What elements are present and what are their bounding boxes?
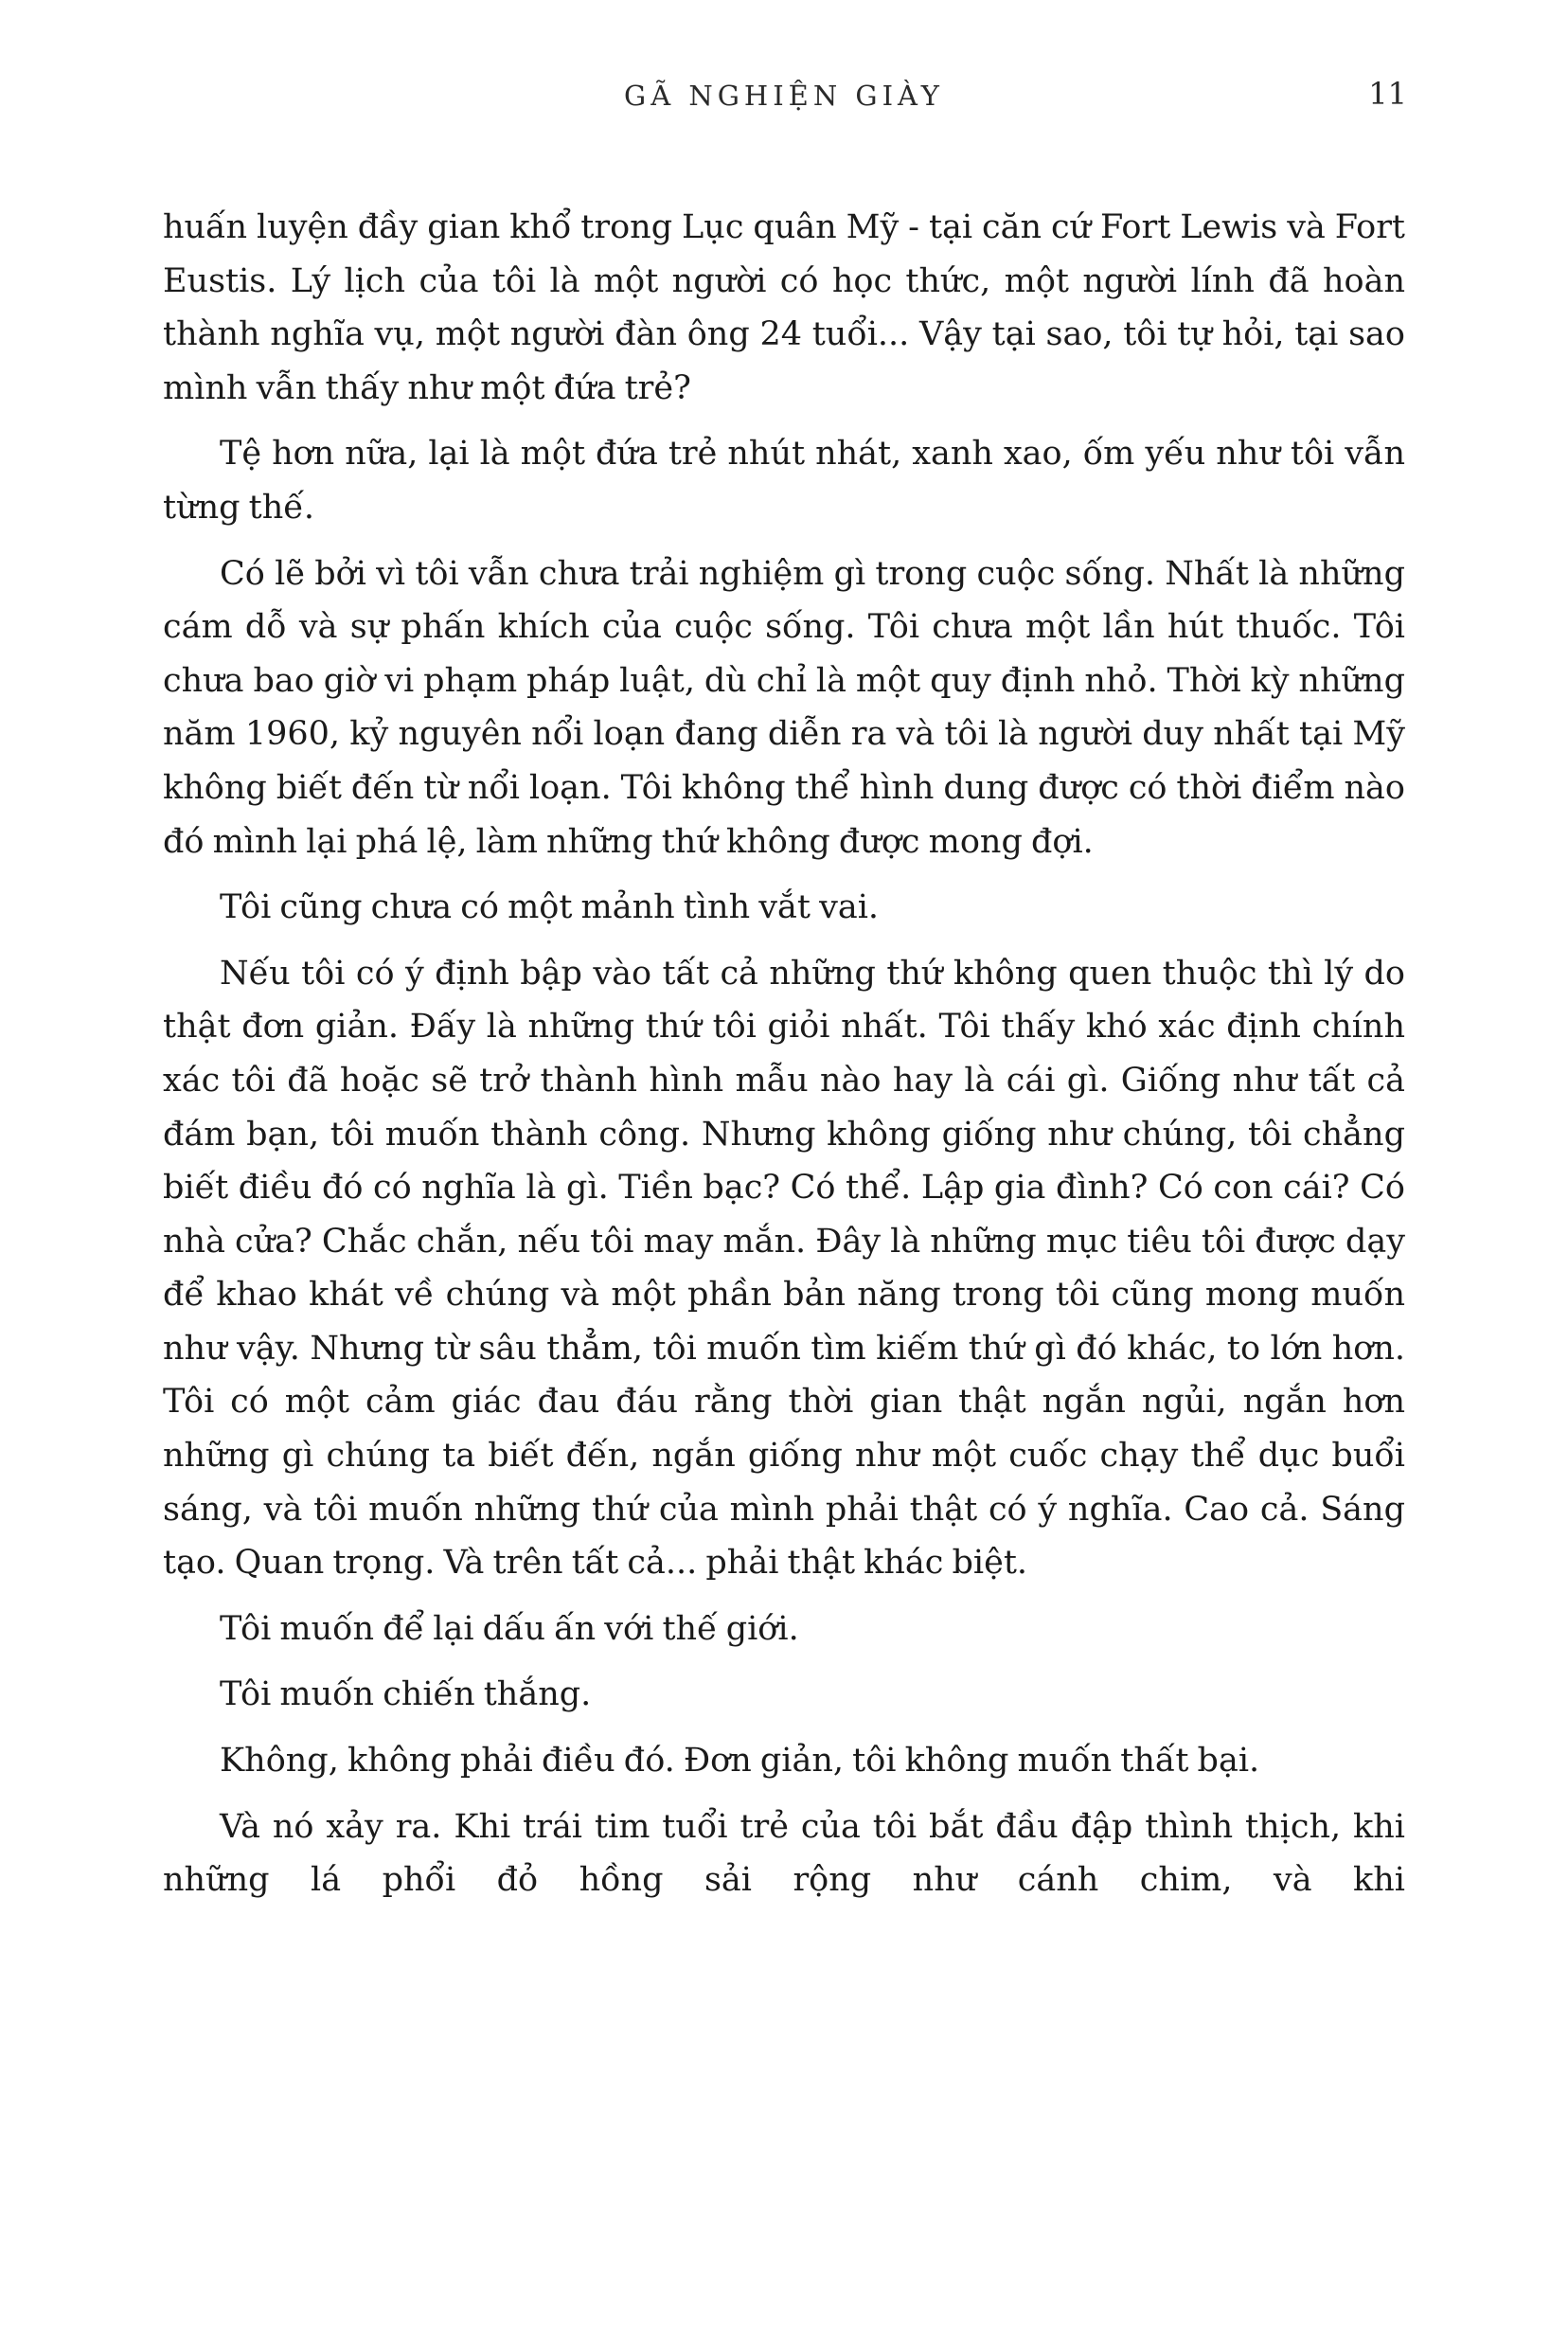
paragraph: Tệ hơn nữa, lại là một đứa trẻ nhút nhát, xanh xao, ốm yếu như tôi vẫn từng thế. — [163, 435, 1405, 527]
page-number: 11 — [1368, 76, 1407, 112]
running-header — [161, 74, 1407, 121]
paragraph: Không, không phải điều đó. Đơn giản, tôi không muốn thất bại. — [220, 1742, 1260, 1781]
book-title: GÃ NGHIỆN GIÀY — [624, 80, 944, 112]
paragraph: huấn luyện đầy gian khổ trong Lục quân Mỹ - tại căn cứ Fort Lewis và Fort Eustis. Lý lịch của tôi là một người có học thức, một người lính đã hoàn thành nghĩa vụ, một người đàn ông 24 tuổi... Vậy tại sao, tôi tự hỏi, tại sao mình vẫn thấy như một đứa trẻ? — [163, 208, 1405, 407]
paragraph: Nếu tôi có ý định bập vào tất cả những thứ không quen thuộc thì lý do thật đơn giản. Đấy là những thứ tôi giỏi nhất. Tôi thấy khó xác định chính xác tôi đã hoặc sẽ trở thành hình mẫu nào hay là cái gì. Giống như tất cả đám bạn, tôi muốn thành công. Nhưng không giống như chúng, tôi chẳng biết điều đó có nghĩa là gì. Tiền bạc? Có thể. Lập gia đình? Có con cái? Có nhà cửa? Chắc chắn, nếu tôi may mắn. Đây là những mục tiêu tôi được dạy để khao khát về chúng và một phần bản năng trong tôi cũng mong muốn như vậy. Nhưng từ sâu thẳm, tôi muốn tìm kiếm thứ gì đó khác, to lớn hơn. Tôi có một cảm giác đau đáu rằng thời gian thật ngắn ngủi, ngắn hơn những gì chúng ta biết đến, ngắn giống như một cuốc chạy thể dục buổi sáng, và tôi muốn những thứ của mình phải thật có ý nghĩa. Cao cả. Sáng tạo. Quan trọng. Và trên tất cả... phải thật khác biệt. — [163, 954, 1405, 1583]
paragraph: Tôi cũng chưa có một mảnh tình vắt vai. — [220, 888, 880, 927]
paragraph: Có lẽ bởi vì tôi vẫn chưa trải nghiệm gì trong cuộc sống. Nhất là những cám dỗ và sự phấn khích của cuộc sống. Tôi chưa một lần hút thuốc. Tôi chưa bao giờ vi phạm pháp luật, dù chỉ là một quy định nhỏ. Thời kỳ những năm 1960, kỷ nguyên nổi loạn đang diễn ra và tôi là người duy nhất tại Mỹ không biết đến từ nổi loạn. Tôi không thể hình dung được có thời điểm nào đó mình lại phá lệ, làm những thứ không được mong đợi. — [163, 554, 1405, 861]
paragraph: Và nó xảy ra. Khi trái tim tuổi trẻ của tôi bắt đầu đập thình thịch, khi những lá phổi đỏ hồng sải rộng như cánh chim, và khi — [163, 1807, 1405, 1900]
paragraph: Tôi muốn chiến thắng. — [220, 1675, 592, 1714]
body-text — [163, 201, 1405, 1920]
paragraph: Tôi muốn để lại dấu ấn với thế giới. — [220, 1609, 799, 1648]
